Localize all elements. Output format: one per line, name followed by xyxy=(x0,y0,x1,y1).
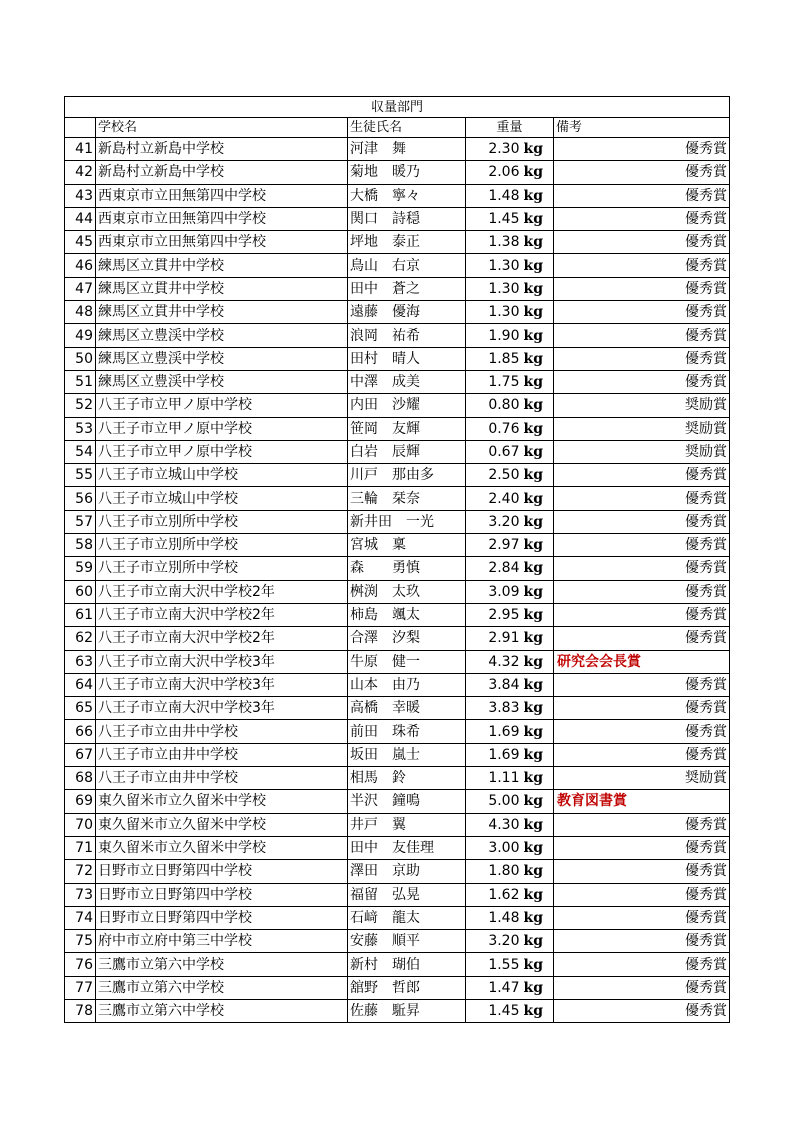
school-name: 三鷹市立第六中学校 xyxy=(96,976,348,999)
table-row xyxy=(65,930,730,953)
award-note: 優秀賞 xyxy=(554,370,730,393)
weight-unit: kg xyxy=(522,394,554,417)
award-note: 優秀賞 xyxy=(554,813,730,836)
weight-value: 2.06 xyxy=(466,161,522,184)
table-row xyxy=(65,603,730,626)
row-number: 73 xyxy=(65,883,96,906)
student-name: 高橋 幸暖 xyxy=(348,697,466,720)
row-number: 72 xyxy=(65,860,96,883)
award-note: 奨励賞 xyxy=(554,394,730,417)
row-number: 54 xyxy=(65,440,96,463)
row-number: 77 xyxy=(65,976,96,999)
weight-value: 2.30 xyxy=(466,138,522,161)
row-number: 45 xyxy=(65,231,96,254)
award-note: 優秀賞 xyxy=(554,953,730,976)
award-note: 教育図書賞 xyxy=(554,790,730,813)
school-name: 八王子市立甲ノ原中学校 xyxy=(96,394,348,417)
table-row xyxy=(65,767,730,790)
header-weight: 重量 xyxy=(466,118,554,138)
award-note: 優秀賞 xyxy=(554,464,730,487)
student-name: 大橋 寧々 xyxy=(348,184,466,207)
table-row xyxy=(65,510,730,533)
weight-unit: kg xyxy=(522,813,554,836)
student-name: 田中 友佳理 xyxy=(348,836,466,859)
row-number: 48 xyxy=(65,301,96,324)
table-row xyxy=(65,627,730,650)
row-number: 76 xyxy=(65,953,96,976)
student-name: 前田 珠希 xyxy=(348,720,466,743)
award-note: 優秀賞 xyxy=(554,301,730,324)
header-note: 備考 xyxy=(554,118,730,138)
school-name: 八王子市立由井中学校 xyxy=(96,767,348,790)
row-number: 70 xyxy=(65,813,96,836)
weight-unit: kg xyxy=(522,417,554,440)
weight-value: 2.95 xyxy=(466,603,522,626)
school-name: 練馬区立貫井中学校 xyxy=(96,301,348,324)
row-number: 75 xyxy=(65,930,96,953)
weight-unit: kg xyxy=(522,883,554,906)
award-note: 優秀賞 xyxy=(554,860,730,883)
table-row xyxy=(65,487,730,510)
row-number: 67 xyxy=(65,743,96,766)
school-name: 八王子市立甲ノ原中学校 xyxy=(96,440,348,463)
weight-unit: kg xyxy=(522,138,554,161)
student-name: 合澤 汐梨 xyxy=(348,627,466,650)
award-note: 優秀賞 xyxy=(554,906,730,929)
weight-unit: kg xyxy=(522,534,554,557)
school-name: 八王子市立南大沢中学校2年 xyxy=(96,580,348,603)
table-row xyxy=(65,580,730,603)
weight-value: 1.11 xyxy=(466,767,522,790)
row-number: 46 xyxy=(65,254,96,277)
award-note: 奨励賞 xyxy=(554,417,730,440)
table-row xyxy=(65,906,730,929)
weight-unit: kg xyxy=(522,603,554,626)
weight-value: 3.84 xyxy=(466,673,522,696)
student-name: 坂田 嵐士 xyxy=(348,743,466,766)
row-number: 63 xyxy=(65,650,96,673)
row-number: 64 xyxy=(65,673,96,696)
weight-unit: kg xyxy=(522,976,554,999)
table-row xyxy=(65,254,730,277)
award-note: 優秀賞 xyxy=(554,487,730,510)
table-row xyxy=(65,161,730,184)
row-number: 49 xyxy=(65,324,96,347)
school-name: 東久留米市立久留米中学校 xyxy=(96,790,348,813)
award-note: 優秀賞 xyxy=(554,883,730,906)
table-row xyxy=(65,697,730,720)
student-name: 川戸 那由多 xyxy=(348,464,466,487)
award-note: 優秀賞 xyxy=(554,138,730,161)
award-note: 優秀賞 xyxy=(554,161,730,184)
school-name: 練馬区立貫井中学校 xyxy=(96,254,348,277)
weight-unit: kg xyxy=(522,697,554,720)
header-row xyxy=(65,118,730,138)
weight-value: 4.32 xyxy=(466,650,522,673)
weight-unit: kg xyxy=(522,207,554,230)
weight-unit: kg xyxy=(522,161,554,184)
table-row xyxy=(65,440,730,463)
weight-value: 1.75 xyxy=(466,370,522,393)
weight-unit: kg xyxy=(522,301,554,324)
weight-unit: kg xyxy=(522,836,554,859)
school-name: 日野市立日野第四中学校 xyxy=(96,860,348,883)
student-name: 坪地 泰正 xyxy=(348,231,466,254)
table-row xyxy=(65,883,730,906)
student-name: 安藤 順平 xyxy=(348,930,466,953)
table-row xyxy=(65,301,730,324)
student-name: 遠藤 優海 xyxy=(348,301,466,324)
award-note: 優秀賞 xyxy=(554,347,730,370)
school-name: 西東京市立田無第四中学校 xyxy=(96,184,348,207)
student-name: 河津 舞 xyxy=(348,138,466,161)
award-note: 奨励賞 xyxy=(554,440,730,463)
header-student: 生徒氏名 xyxy=(348,118,466,138)
school-name: 東久留米市立久留米中学校 xyxy=(96,813,348,836)
award-note: 優秀賞 xyxy=(554,207,730,230)
student-name: 関口 詩穏 xyxy=(348,207,466,230)
student-name: 相馬 鈴 xyxy=(348,767,466,790)
school-name: 八王子市立由井中学校 xyxy=(96,743,348,766)
weight-value: 2.97 xyxy=(466,534,522,557)
row-number: 60 xyxy=(65,580,96,603)
weight-value: 1.45 xyxy=(466,207,522,230)
row-number: 47 xyxy=(65,277,96,300)
award-note: 優秀賞 xyxy=(554,184,730,207)
table-row xyxy=(65,231,730,254)
weight-value: 1.30 xyxy=(466,277,522,300)
student-name: 三輪 栞奈 xyxy=(348,487,466,510)
weight-value: 4.30 xyxy=(466,813,522,836)
school-name: 日野市立日野第四中学校 xyxy=(96,906,348,929)
row-number: 65 xyxy=(65,697,96,720)
weight-unit: kg xyxy=(522,184,554,207)
student-name: 菊地 暖乃 xyxy=(348,161,466,184)
student-name: 舘野 哲郎 xyxy=(348,976,466,999)
school-name: 八王子市立甲ノ原中学校 xyxy=(96,417,348,440)
award-note: 研究会会長賞 xyxy=(554,650,730,673)
student-name: 田中 蒼之 xyxy=(348,277,466,300)
header-number xyxy=(65,118,96,138)
student-name: 浪岡 祐希 xyxy=(348,324,466,347)
student-name: 山本 由乃 xyxy=(348,673,466,696)
row-number: 55 xyxy=(65,464,96,487)
school-name: 新島村立新島中学校 xyxy=(96,161,348,184)
award-note: 優秀賞 xyxy=(554,697,730,720)
table-row xyxy=(65,557,730,580)
school-name: 八王子市立南大沢中学校2年 xyxy=(96,603,348,626)
school-name: 八王子市立城山中学校 xyxy=(96,487,348,510)
table-row xyxy=(65,860,730,883)
school-name: 八王子市立別所中学校 xyxy=(96,510,348,533)
student-name: 宮城 稟 xyxy=(348,534,466,557)
award-note: 優秀賞 xyxy=(554,277,730,300)
weight-unit: kg xyxy=(522,860,554,883)
table-row xyxy=(65,370,730,393)
school-name: 八王子市立南大沢中学校3年 xyxy=(96,697,348,720)
weight-value: 3.00 xyxy=(466,836,522,859)
school-name: 日野市立日野第四中学校 xyxy=(96,883,348,906)
school-name: 練馬区立貫井中学校 xyxy=(96,277,348,300)
award-note: 優秀賞 xyxy=(554,557,730,580)
table-row xyxy=(65,184,730,207)
weight-value: 1.47 xyxy=(466,976,522,999)
award-note: 優秀賞 xyxy=(554,254,730,277)
student-name: 笹岡 友輝 xyxy=(348,417,466,440)
award-note: 優秀賞 xyxy=(554,324,730,347)
weight-value: 3.20 xyxy=(466,510,522,533)
table-row xyxy=(65,743,730,766)
weight-unit: kg xyxy=(522,720,554,743)
student-name: 佐藤 駈昇 xyxy=(348,999,466,1022)
weight-unit: kg xyxy=(522,790,554,813)
table-row xyxy=(65,138,730,161)
student-name: 内田 沙耀 xyxy=(348,394,466,417)
weight-unit: kg xyxy=(522,440,554,463)
row-number: 44 xyxy=(65,207,96,230)
weight-value: 1.62 xyxy=(466,883,522,906)
school-name: 八王子市立南大沢中学校2年 xyxy=(96,627,348,650)
school-name: 三鷹市立第六中学校 xyxy=(96,999,348,1022)
weight-value: 1.69 xyxy=(466,743,522,766)
weight-unit: kg xyxy=(522,324,554,347)
student-name: 半沢 鐘鳴 xyxy=(348,790,466,813)
weight-value: 2.84 xyxy=(466,557,522,580)
table-row xyxy=(65,347,730,370)
weight-value: 0.67 xyxy=(466,440,522,463)
school-name: 八王子市立由井中学校 xyxy=(96,720,348,743)
row-number: 52 xyxy=(65,394,96,417)
school-name: 八王子市立南大沢中学校3年 xyxy=(96,673,348,696)
weight-unit: kg xyxy=(522,627,554,650)
row-number: 41 xyxy=(65,138,96,161)
weight-unit: kg xyxy=(522,510,554,533)
section-title-row xyxy=(65,97,730,118)
row-number: 78 xyxy=(65,999,96,1022)
table-row xyxy=(65,813,730,836)
table-row xyxy=(65,953,730,976)
award-note: 優秀賞 xyxy=(554,743,730,766)
student-name: 白岩 辰輝 xyxy=(348,440,466,463)
award-note: 優秀賞 xyxy=(554,999,730,1022)
student-name: 牛原 健一 xyxy=(348,650,466,673)
school-name: 練馬区立豊渓中学校 xyxy=(96,347,348,370)
school-name: 西東京市立田無第四中学校 xyxy=(96,231,348,254)
row-number: 42 xyxy=(65,161,96,184)
award-note: 優秀賞 xyxy=(554,836,730,859)
weight-unit: kg xyxy=(522,743,554,766)
weight-unit: kg xyxy=(522,347,554,370)
row-number: 69 xyxy=(65,790,96,813)
weight-value: 0.76 xyxy=(466,417,522,440)
award-note: 優秀賞 xyxy=(554,510,730,533)
weight-value: 1.30 xyxy=(466,301,522,324)
weight-value: 1.55 xyxy=(466,953,522,976)
weight-unit: kg xyxy=(522,673,554,696)
table-row xyxy=(65,324,730,347)
row-number: 74 xyxy=(65,906,96,929)
student-name: 鳥山 右京 xyxy=(348,254,466,277)
school-name: 三鷹市立第六中学校 xyxy=(96,953,348,976)
award-note: 優秀賞 xyxy=(554,603,730,626)
weight-unit: kg xyxy=(522,277,554,300)
school-name: 東久留米市立久留米中学校 xyxy=(96,836,348,859)
school-name: 八王子市立城山中学校 xyxy=(96,464,348,487)
row-number: 56 xyxy=(65,487,96,510)
table-row xyxy=(65,534,730,557)
student-name: 新村 瑚伯 xyxy=(348,953,466,976)
weight-value: 1.38 xyxy=(466,231,522,254)
row-number: 50 xyxy=(65,347,96,370)
student-name: 中澤 成美 xyxy=(348,370,466,393)
row-number: 59 xyxy=(65,557,96,580)
table-row xyxy=(65,394,730,417)
weight-value: 0.80 xyxy=(466,394,522,417)
row-number: 71 xyxy=(65,836,96,859)
student-name: 井戸 翼 xyxy=(348,813,466,836)
award-note: 優秀賞 xyxy=(554,673,730,696)
student-name: 柿島 颯太 xyxy=(348,603,466,626)
weight-unit: kg xyxy=(522,906,554,929)
header-school: 学校名 xyxy=(96,118,348,138)
student-name: 桝渕 太玖 xyxy=(348,580,466,603)
award-note: 優秀賞 xyxy=(554,976,730,999)
weight-value: 3.20 xyxy=(466,930,522,953)
weight-value: 1.85 xyxy=(466,347,522,370)
row-number: 66 xyxy=(65,720,96,743)
weight-value: 3.09 xyxy=(466,580,522,603)
table-row xyxy=(65,790,730,813)
row-number: 61 xyxy=(65,603,96,626)
weight-unit: kg xyxy=(522,487,554,510)
weight-value: 1.69 xyxy=(466,720,522,743)
student-name: 新井田 一光 xyxy=(348,510,466,533)
award-note: 優秀賞 xyxy=(554,627,730,650)
award-note: 奨励賞 xyxy=(554,767,730,790)
award-note: 優秀賞 xyxy=(554,534,730,557)
school-name: 新島村立新島中学校 xyxy=(96,138,348,161)
school-name: 八王子市立南大沢中学校3年 xyxy=(96,650,348,673)
weight-value: 5.00 xyxy=(466,790,522,813)
table-row xyxy=(65,720,730,743)
weight-unit: kg xyxy=(522,650,554,673)
table-row xyxy=(65,836,730,859)
table-row xyxy=(65,999,730,1022)
row-number: 57 xyxy=(65,510,96,533)
student-name: 澤田 京助 xyxy=(348,860,466,883)
school-name: 八王子市立別所中学校 xyxy=(96,557,348,580)
table-row xyxy=(65,417,730,440)
student-name: 森 勇慎 xyxy=(348,557,466,580)
weight-value: 2.50 xyxy=(466,464,522,487)
row-number: 58 xyxy=(65,534,96,557)
table-row xyxy=(65,650,730,673)
weight-unit: kg xyxy=(522,580,554,603)
table-row xyxy=(65,976,730,999)
student-name: 石﨑 龍太 xyxy=(348,906,466,929)
weight-unit: kg xyxy=(522,557,554,580)
award-note: 優秀賞 xyxy=(554,231,730,254)
school-name: 練馬区立豊渓中学校 xyxy=(96,370,348,393)
school-name: 練馬区立豊渓中学校 xyxy=(96,324,348,347)
award-note: 優秀賞 xyxy=(554,720,730,743)
weight-unit: kg xyxy=(522,767,554,790)
weight-unit: kg xyxy=(522,370,554,393)
table-row xyxy=(65,277,730,300)
row-number: 68 xyxy=(65,767,96,790)
row-number: 43 xyxy=(65,184,96,207)
award-note: 優秀賞 xyxy=(554,930,730,953)
weight-value: 1.30 xyxy=(466,254,522,277)
weight-unit: kg xyxy=(522,999,554,1022)
weight-value: 1.80 xyxy=(466,860,522,883)
table-row xyxy=(65,207,730,230)
weight-value: 1.48 xyxy=(466,906,522,929)
row-number: 53 xyxy=(65,417,96,440)
weight-value: 1.90 xyxy=(466,324,522,347)
weight-unit: kg xyxy=(522,953,554,976)
weight-unit: kg xyxy=(522,464,554,487)
school-name: 八王子市立別所中学校 xyxy=(96,534,348,557)
weight-unit: kg xyxy=(522,930,554,953)
weight-value: 1.45 xyxy=(466,999,522,1022)
table-row xyxy=(65,673,730,696)
row-number: 62 xyxy=(65,627,96,650)
award-note: 優秀賞 xyxy=(554,580,730,603)
student-name: 田村 晴人 xyxy=(348,347,466,370)
student-name: 福留 弘晃 xyxy=(348,883,466,906)
weight-value: 1.48 xyxy=(466,184,522,207)
school-name: 西東京市立田無第四中学校 xyxy=(96,207,348,230)
section-title: 収量部門 xyxy=(65,97,730,118)
weight-unit: kg xyxy=(522,254,554,277)
table-row xyxy=(65,464,730,487)
results-table xyxy=(64,96,730,1023)
school-name: 府中市立府中第三中学校 xyxy=(96,930,348,953)
weight-value: 2.91 xyxy=(466,627,522,650)
weight-value: 3.83 xyxy=(466,697,522,720)
row-number: 51 xyxy=(65,370,96,393)
weight-value: 2.40 xyxy=(466,487,522,510)
weight-unit: kg xyxy=(522,231,554,254)
